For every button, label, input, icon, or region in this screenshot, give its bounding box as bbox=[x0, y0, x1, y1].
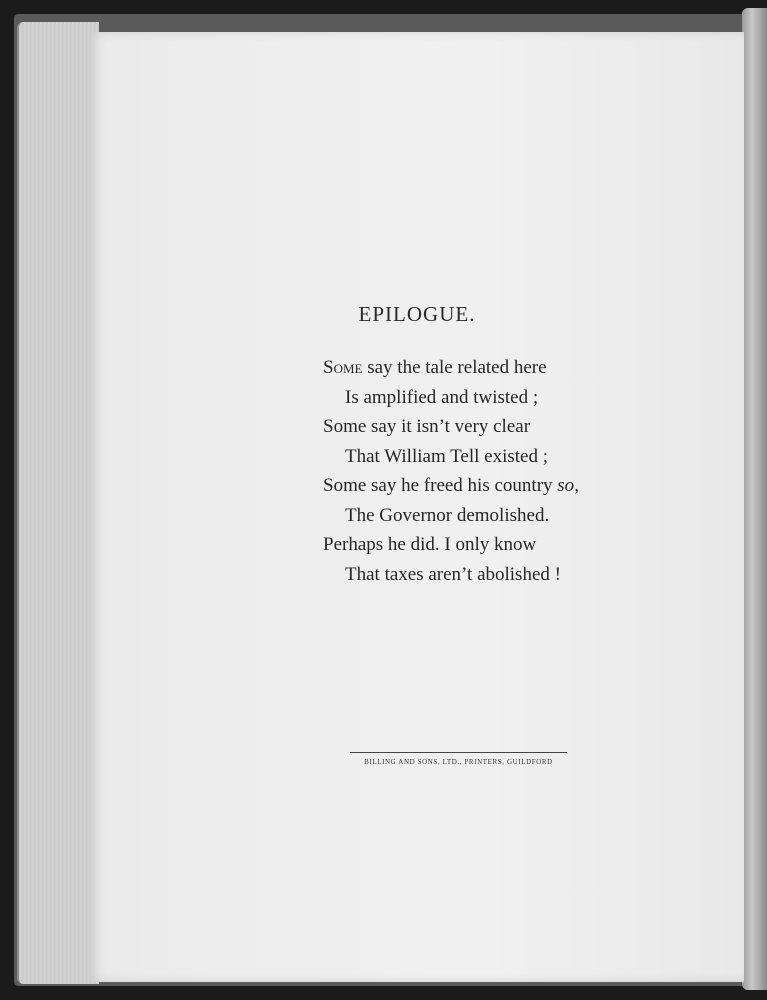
poem-line-2: Is amplified and twisted ; bbox=[345, 386, 539, 408]
poem-line-6: The Governor demolished. bbox=[345, 504, 550, 526]
poem-line-5 bbox=[323, 471, 579, 501]
right-cover-board bbox=[742, 8, 767, 990]
epilogue-heading: EPILOGUE. bbox=[358, 302, 476, 326]
poem-line-3: Some say it isn’t very clear bbox=[323, 416, 531, 437]
poem-first-word: Some bbox=[323, 357, 363, 378]
printer-imprint: BILLING AND SONS, LTD., PRINTERS, GUILDFORD bbox=[364, 758, 553, 766]
poem-italic-word: so bbox=[557, 475, 575, 496]
poem-line-8: That taxes aren’t abolished ! bbox=[345, 563, 561, 585]
page-edges bbox=[17, 22, 99, 984]
poem-line-7: Perhaps he did. I only know bbox=[323, 534, 537, 555]
poem-line-5-text: Some say he freed his country bbox=[323, 475, 558, 496]
poem-line-1 bbox=[323, 353, 579, 383]
poem-line-1-rest: say the tale related here bbox=[362, 357, 547, 378]
poem bbox=[323, 353, 579, 589]
poem-line-4: That William Tell existed ; bbox=[345, 445, 548, 467]
imprint-rule bbox=[350, 752, 567, 753]
poem-line-5-suffix: , bbox=[574, 475, 579, 496]
